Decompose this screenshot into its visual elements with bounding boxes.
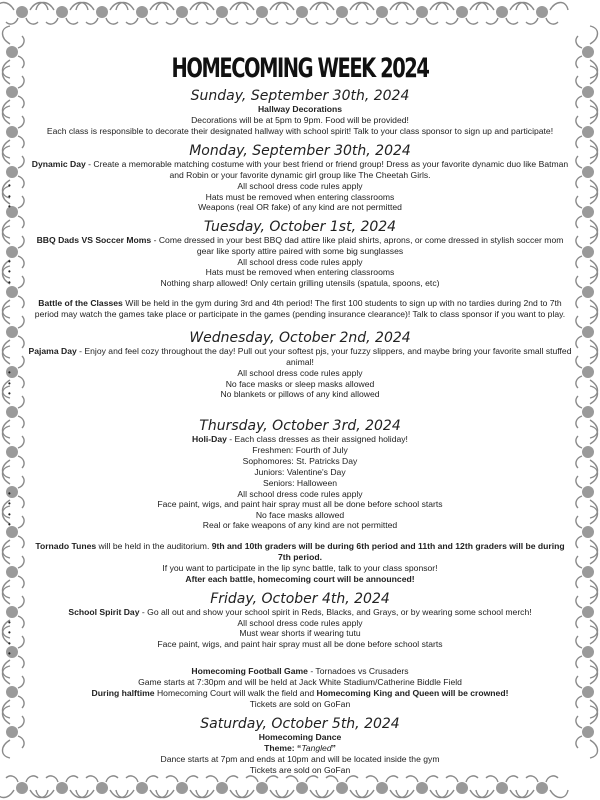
sunday-section (28, 88, 572, 137)
sunday-heading: Sunday, September 30th, 2024 (190, 88, 410, 104)
tuesday-theme-name: BBQ Dads VS Soccer Moms (36, 234, 152, 245)
class-holiday: Seniors: Halloween (262, 477, 338, 488)
tornado-schedule: 9th and 10th graders will be during 6th period and 11th and 12th graders will be during 7th period. (211, 540, 565, 562)
battle-of-classes (28, 298, 572, 320)
list-item: • Weapons (real OR fake) of any kind are not permitted (28, 202, 572, 213)
wednesday-section (28, 330, 572, 400)
dance-theme (28, 743, 572, 754)
sunday-line-2: Each class is responsible to decorate their designated hallway with school spirit! Talk to your class sponsor to sign up and participate! (46, 126, 554, 136)
wednesday-theme-desc: - Enjoy and feel cozy throughout the day! Pull out your softest pjs, your fuzzy slippers, and maybe bring your favorite small stuffed animal! (76, 346, 572, 367)
tuesday-description (28, 235, 572, 257)
thursday-heading: Thursday, October 3rd, 2024 (199, 417, 401, 434)
list-item: • Real or fake weapons of any kind are not permitted (28, 520, 572, 531)
battle-title: Battle of the Classes (38, 298, 123, 308)
class-holiday: Freshmen: Fourth of July (252, 444, 348, 455)
game-line-2: Game starts at 7:30pm and will be held at Jack White Stadium/Catherine Biddle Field (138, 676, 462, 687)
tornado-tunes (28, 541, 572, 563)
wednesday-theme-name: Pajama Day (28, 346, 77, 356)
thursday-section (28, 418, 572, 585)
theme-label: Theme: “ (264, 742, 302, 753)
game-title: Homecoming Football Game (191, 665, 308, 676)
list-item: • No blankets or pillows of any kind allowed (28, 389, 572, 400)
theme-name: Tangled (301, 742, 332, 753)
game-desc: - Tornadoes vs Crusaders (307, 665, 409, 676)
thursday-theme-desc: - Each class dresses as their assigned holiday! (226, 433, 408, 444)
monday-theme-name: Dynamic Day (31, 159, 86, 169)
tuesday-theme-desc: - Come dressed in your best BBQ dad attire like plaid shirts, aprons, or come dressed in stylish soccer mom gear like sporty attire paired with some big sunglasses (151, 234, 564, 256)
wednesday-description (28, 346, 572, 368)
friday-rules (28, 618, 572, 660)
monday-description (28, 159, 572, 181)
saturday-event-title: Homecoming Dance (258, 731, 342, 742)
monday-rules (28, 181, 572, 213)
wednesday-rules (28, 368, 572, 400)
sunday-line-1: Decorations will be at 5pm to 9pm. Food will be provided! (191, 115, 409, 125)
tuesday-section (28, 219, 572, 321)
list-item: • No face masks or sleep masks allowed (28, 379, 572, 390)
list-item: • All school dress code rules apply (28, 368, 572, 379)
friday-theme-desc: - Go all out and show your school spirit in Reds, Blacks, and Grays, or by wearing some school merch! (139, 606, 532, 617)
dance-details: Dance starts at 7pm and ends at 10pm and will be located inside the gym (160, 753, 440, 764)
battle-desc: Will be held in the gym during 3rd and 4th period! The first 100 students to sign up with no tardies during 2nd to 7th period may watch the games take place or participate in the games (pending insurance clearance)! Talk to class sponsor if you want to play. (34, 298, 566, 319)
tornado-line-3: After each battle, homecoming court will be announced! (185, 573, 415, 584)
dance-tickets: Tickets are sold on GoFan (249, 764, 351, 775)
halftime-desc: Homecoming Court will walk the field and (154, 687, 317, 698)
list-item: • All school dress code rules apply (28, 618, 572, 629)
class-holiday: Sophomores: St. Patricks Day (242, 455, 358, 466)
wednesday-heading: Wednesday, October 2nd, 2024 (189, 330, 411, 346)
page-title: HOMECOMING WEEK 2024 (171, 53, 429, 84)
halftime-line (28, 688, 572, 699)
monday-heading: Monday, September 30th, 2024 (189, 143, 411, 159)
list-item: • Face paint, wigs, and paint hair spray must all be done before school starts (28, 639, 572, 650)
theme-close: ” (331, 742, 336, 753)
sunday-event-title: Hallway Decorations (257, 104, 343, 114)
tornado-line-2: If you want to participate in the lip sync battle, talk to your class sponsor! (162, 562, 438, 573)
friday-theme-name: School Spirit Day (68, 606, 140, 617)
list-item: • Hats must be removed when entering classrooms (28, 192, 572, 203)
class-holiday: Juniors: Valentine's Day (254, 466, 346, 477)
flyer-content (28, 52, 572, 776)
list-item: • Nothing sharp allowed! Only certain grilling utensils (spatula, spoons, etc) (28, 278, 572, 289)
list-item: • All school dress code rules apply (28, 181, 572, 192)
thursday-description (28, 434, 572, 445)
monday-theme-desc: - Create a memorable matching costume with your best friend or friend group! Dress as your favorite dynamic duo like Batman and Robin or your favorite dynamic girl group like The Cheetah Girls. (85, 159, 569, 180)
tornado-title: Tornado Tunes (35, 540, 97, 551)
list-item: • All school dress code rules apply (28, 489, 572, 500)
tuesday-rules (28, 257, 572, 289)
saturday-heading: Saturday, October 5th, 2024 (200, 715, 400, 732)
thursday-rules (28, 489, 572, 531)
tuesday-heading: Tuesday, October 1st, 2024 (203, 218, 397, 235)
list-item (28, 649, 572, 660)
friday-heading: Friday, October 4th, 2024 (210, 590, 390, 607)
tornado-desc: will be held in the auditorium. (96, 540, 212, 551)
halftime-label: During halftime (91, 687, 155, 698)
football-game (28, 666, 572, 677)
list-item: • All school dress code rules apply (28, 257, 572, 268)
list-item: • Hats must be removed when entering classrooms (28, 267, 572, 278)
monday-section (28, 143, 572, 213)
friday-section (28, 591, 572, 710)
saturday-section (28, 716, 572, 776)
list-item: • No face masks allowed (28, 510, 572, 521)
list-item: • Must wear shorts if wearing tutu (28, 628, 572, 639)
king-queen: Homecoming King and Queen will be crowned! (316, 687, 509, 698)
list-item: • Face paint, wigs, and paint hair spray must all be done before school starts (28, 499, 572, 510)
thursday-theme-name: Holi-Day (192, 433, 227, 444)
game-tickets: Tickets are sold on GoFan (249, 698, 351, 709)
friday-description (28, 607, 572, 618)
